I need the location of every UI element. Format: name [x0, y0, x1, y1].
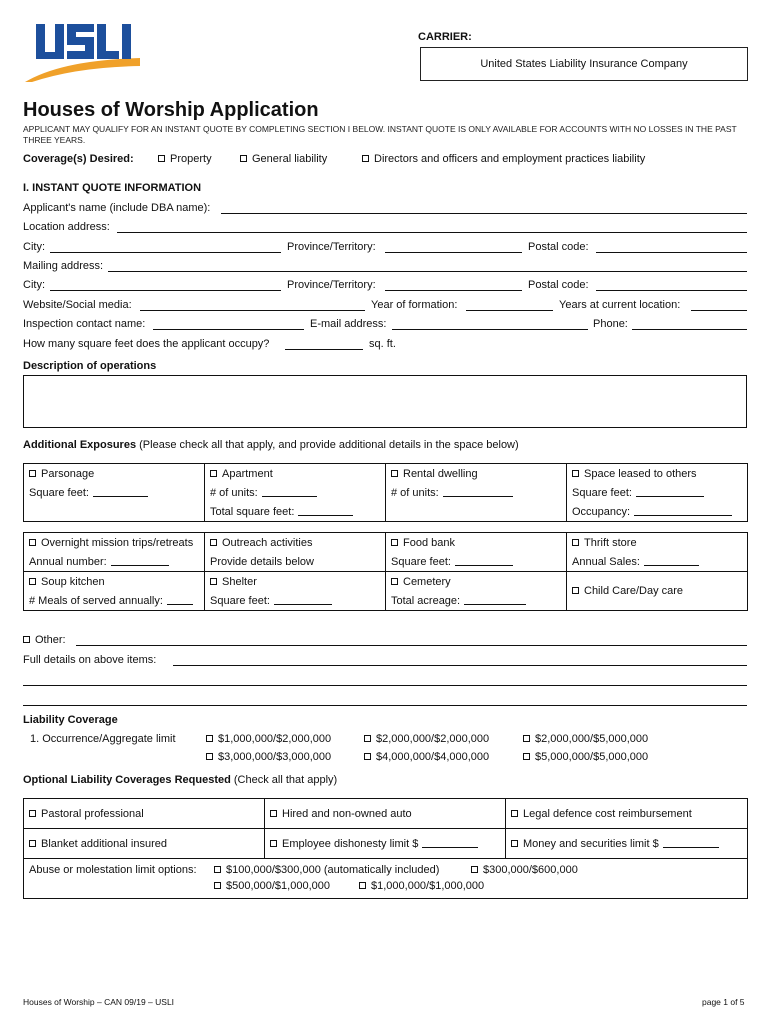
email-label: E-mail address:	[310, 318, 387, 330]
abuse-molestation-row	[24, 859, 748, 899]
hired-auto-option[interactable]: Hired and non-owned auto	[265, 799, 506, 829]
spacer	[24, 522, 748, 533]
year-formation-field[interactable]	[466, 310, 553, 311]
years-location-label: Years at current location:	[559, 299, 681, 311]
annual-sales-cell[interactable]: Annual Sales:	[567, 552, 748, 572]
parsonage-sqft-cell[interactable]: Square feet:	[24, 483, 205, 502]
usli-logo	[22, 20, 142, 82]
annual-number-cell[interactable]: Annual number:	[24, 552, 205, 572]
checkbox-icon[interactable]	[523, 735, 530, 742]
coverage-property-option[interactable]: Property	[158, 153, 212, 165]
instant-quote-notice: APPLICANT MAY QUALIFY FOR AN INSTANT QUOTE BY COMPLETING SECTION I BELOW. INSTANT QUOTE IS ONLY AVAILABLE FOR ACCOUNTS WITH NO LOSSES IN THE PAST THREE YEARS.	[23, 124, 737, 145]
rental-dwelling-option[interactable]: Rental dwelling	[386, 464, 567, 484]
pastoral-professional-option[interactable]: Pastoral professional	[24, 799, 265, 829]
checkbox-icon[interactable]	[270, 810, 277, 817]
checkbox-icon[interactable]	[511, 810, 518, 817]
website-field[interactable]	[140, 310, 365, 311]
description-textarea[interactable]	[23, 375, 747, 428]
website-label: Website/Social media:	[23, 299, 132, 311]
checkbox-icon[interactable]	[572, 539, 579, 546]
checkbox-icon[interactable]	[359, 882, 366, 889]
mailing-postal-field[interactable]	[596, 290, 747, 291]
postal-code-label: Postal code:	[528, 241, 589, 253]
coverage-label: Coverage(s) Desired:	[23, 153, 134, 165]
inspection-contact-field[interactable]	[153, 329, 304, 330]
square-feet-question: How many square feet does the applicant occupy?	[23, 338, 270, 350]
acreage-cell[interactable]: Total acreage:	[386, 591, 567, 611]
mailing-province-field[interactable]	[385, 290, 522, 291]
abuse-100k-option[interactable]: $100,000/$300,000 (automatically included)	[214, 864, 439, 876]
checkbox-icon[interactable]	[206, 753, 213, 760]
total-sqft-cell[interactable]: Total square feet:	[205, 502, 386, 522]
child-care-option[interactable]: Child Care/Day care	[567, 572, 748, 611]
checkbox-icon[interactable]	[206, 735, 213, 742]
employee-dishonesty-option[interactable]: Employee dishonesty limit $	[265, 829, 506, 859]
apartment-units-cell[interactable]: # of units:	[205, 483, 386, 502]
checkbox-icon[interactable]	[572, 470, 579, 477]
occurrence-label: 1. Occurrence/Aggregate limit	[30, 733, 176, 745]
carrier-name-field[interactable]	[420, 47, 748, 81]
checkbox-icon[interactable]	[214, 866, 221, 873]
coverage-do-epl-option[interactable]: Directors and officers and employment practices liability	[362, 153, 645, 165]
mailing-province-label: Province/Territory:	[287, 279, 376, 291]
liability-heading: Liability Coverage	[23, 714, 118, 726]
parsonage-option[interactable]: Parsonage	[24, 464, 205, 484]
checkbox-icon[interactable]	[29, 539, 36, 546]
full-details-field[interactable]	[173, 665, 747, 666]
meals-annually-cell[interactable]: # Meals of served annually:	[24, 591, 205, 611]
postal-code-field[interactable]	[596, 252, 747, 253]
carrier-label: CARRIER:	[418, 31, 472, 43]
checkbox-icon[interactable]	[391, 539, 398, 546]
space-sqft-cell[interactable]: Square feet:	[567, 483, 748, 502]
phone-field[interactable]	[632, 329, 747, 330]
apartment-option[interactable]: Apartment	[205, 464, 386, 484]
sqft-unit: sq. ft.	[369, 338, 396, 350]
checkbox-icon[interactable]	[210, 470, 217, 477]
checkbox-icon[interactable]	[364, 753, 371, 760]
checkbox-icon[interactable]	[210, 578, 217, 585]
rental-units-cell[interactable]: # of units:	[386, 483, 567, 502]
checkbox-icon[interactable]	[523, 753, 530, 760]
cemetery-option[interactable]: Cemetery	[386, 572, 567, 592]
checkbox-icon[interactable]	[29, 810, 36, 817]
checkbox-icon[interactable]	[270, 840, 277, 847]
other-label[interactable]: Other:	[23, 634, 66, 646]
limit-2m-2m[interactable]: $2,000,000/$2,000,000	[364, 733, 489, 745]
legal-defence-option[interactable]: Legal defence cost reimbursement	[506, 799, 748, 829]
abuse-300k-option[interactable]: $300,000/$600,000	[471, 864, 578, 876]
checkbox-icon[interactable]	[572, 587, 579, 594]
food-bank-option[interactable]: Food bank	[386, 533, 567, 553]
checkbox-icon[interactable]	[391, 578, 398, 585]
coverage-general-liability-option[interactable]: General liability	[240, 153, 327, 165]
shelter-sqft-cell[interactable]: Square feet:	[205, 591, 386, 611]
full-details-line-2[interactable]	[23, 685, 747, 686]
page-title: Houses of Worship Application	[23, 99, 319, 121]
checkbox-icon[interactable]	[391, 470, 398, 477]
outreach-option[interactable]: Outreach activities	[205, 533, 386, 553]
checkbox-icon[interactable]	[29, 840, 36, 847]
thrift-store-option[interactable]: Thrift store	[567, 533, 748, 553]
optional-coverages-heading: Optional Liability Coverages Requested (Check all that apply)	[23, 774, 338, 786]
carrier-name: United States Liability Insurance Company	[480, 58, 688, 70]
limit-5m-5m[interactable]: $5,000,000/$5,000,000	[523, 751, 648, 763]
email-field[interactable]	[392, 329, 588, 330]
checkbox-icon[interactable]	[511, 840, 518, 847]
optional-coverages-table	[23, 798, 748, 899]
limit-3m-3m[interactable]: $3,000,000/$3,000,000	[206, 751, 331, 763]
footer-form-id: Houses of Worship – CAN 09/19 – USLI	[23, 997, 175, 1007]
checkbox-icon[interactable]	[210, 539, 217, 546]
mailing-city-field[interactable]	[50, 290, 281, 291]
applicant-name-label: Applicant's name (include DBA name):	[23, 202, 211, 214]
province-field[interactable]	[385, 252, 522, 253]
year-formation-label: Year of formation:	[371, 299, 458, 311]
limit-1m-2m[interactable]: $1,000,000/$2,000,000	[206, 733, 331, 745]
description-label: Description of operations	[23, 360, 157, 372]
full-details-line-3[interactable]	[23, 705, 747, 706]
empty-cell	[386, 502, 567, 522]
city-label: City:	[23, 241, 45, 253]
other-field[interactable]	[76, 645, 747, 646]
mailing-address-field[interactable]	[108, 271, 747, 272]
checkbox-icon[interactable]	[364, 735, 371, 742]
shelter-option[interactable]: Shelter	[205, 572, 386, 592]
checkbox-icon[interactable]	[23, 636, 30, 643]
checkbox-icon[interactable]	[362, 155, 369, 162]
checkbox-icon[interactable]	[29, 578, 36, 585]
full-details-label: Full details on above items:	[23, 654, 157, 666]
city-field[interactable]	[50, 252, 281, 253]
location-address-label: Location address:	[23, 221, 110, 233]
occupancy-cell[interactable]: Occupancy:	[567, 502, 748, 522]
overnight-trips-option[interactable]: Overnight mission trips/retreats	[24, 533, 205, 553]
footer-page-number: page 1 of 5	[702, 997, 745, 1007]
mailing-postal-label: Postal code:	[528, 279, 589, 291]
phone-label: Phone:	[593, 318, 628, 330]
inspection-contact-label: Inspection contact name:	[23, 318, 146, 330]
additional-exposures-heading: Additional Exposures (Please check all that apply, and provide additional details in the space below)	[23, 439, 519, 451]
checkbox-icon[interactable]	[214, 882, 221, 889]
food-bank-sqft-cell[interactable]: Square feet:	[386, 552, 567, 572]
abuse-label: Abuse or molestation limit options:	[29, 864, 197, 876]
mailing-city-label: City:	[23, 279, 45, 291]
checkbox-icon[interactable]	[29, 470, 36, 477]
limit-4m-4m[interactable]: $4,000,000/$4,000,000	[364, 751, 489, 763]
section-heading: I. INSTANT QUOTE INFORMATION	[23, 182, 202, 194]
checkbox-icon[interactable]	[240, 155, 247, 162]
limit-2m-5m[interactable]: $2,000,000/$5,000,000	[523, 733, 648, 745]
exposures-table	[23, 463, 748, 611]
blanket-insured-option[interactable]: Blanket additional insured	[24, 829, 265, 859]
abuse-500k-option[interactable]: $500,000/$1,000,000	[214, 880, 330, 892]
square-feet-field[interactable]	[285, 349, 363, 350]
empty-cell	[24, 502, 205, 522]
soup-kitchen-option[interactable]: Soup kitchen	[24, 572, 205, 592]
applicant-name-field[interactable]	[221, 213, 747, 214]
mailing-address-label: Mailing address:	[23, 260, 104, 272]
checkbox-icon[interactable]	[471, 866, 478, 873]
province-label: Province/Territory:	[287, 241, 376, 253]
provide-details-cell: Provide details below	[205, 552, 386, 572]
space-leased-option[interactable]: Space leased to others	[567, 464, 748, 484]
abuse-1m-option[interactable]: $1,000,000/$1,000,000	[359, 880, 484, 892]
location-address-field[interactable]	[117, 232, 747, 233]
years-location-field[interactable]	[691, 310, 747, 311]
checkbox-icon[interactable]	[158, 155, 165, 162]
money-securities-option[interactable]: Money and securities limit $	[506, 829, 748, 859]
